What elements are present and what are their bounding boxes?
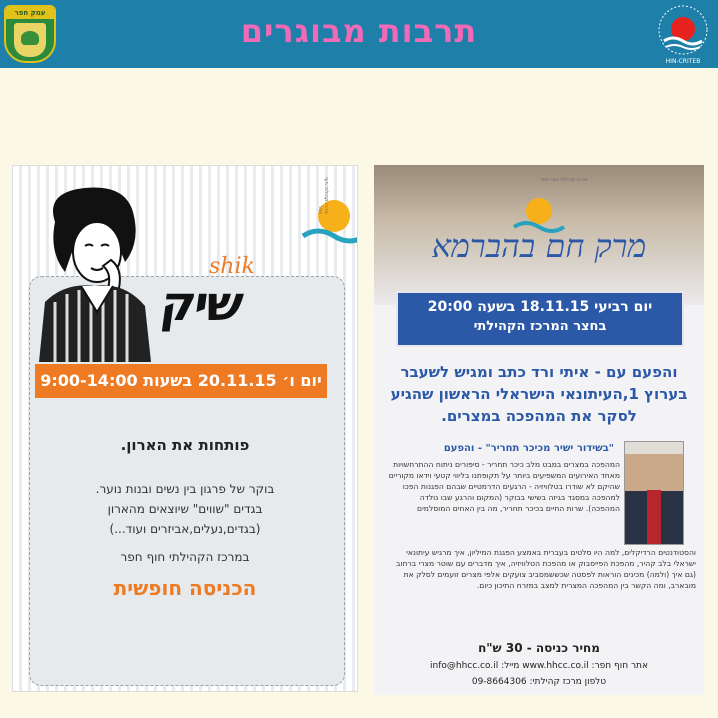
entry-price: מחיר כניסה - 30 ש"ח bbox=[478, 641, 600, 655]
free-entry-text: הכניסה חופשית bbox=[113, 576, 257, 600]
contact-phone: טלפון מרכז קהילתי: 09-8664306 bbox=[471, 677, 607, 687]
speaker-intro: והפעם עם - איתי ורד כתב ומגיש לשעבר בערוץ 1,העיתונאי הישראלי הראשון שהגיע לסקר את המהפכה במצרים. bbox=[390, 363, 688, 425]
logo-caption: עמק חפר bbox=[6, 7, 54, 19]
lecture-description: המהפכה במצרים במבט מלב כיכר תחריר - סיפורים ניתוח ההתרחשויות מאחד האירועים המשפיעים ביותר על תקופתנו בליווי קטעי וידאו מקוריים שהיקם לא שודרו בטלוויזיה - הרגעים הדרמטיים שבהם הפגנות הפכו למהפכה במסגד בגיזה בשישי בבוקר (המקום והרגע שבו נולדה המהפכה). שרות החיים בכיכר תחריר, מה בין האחים המוסלמים bbox=[388, 460, 620, 513]
contact-site[interactable]: אתר חוף חפר: www.hhcc.co.il מייל: info@hhcc.co.il bbox=[430, 661, 648, 671]
speaker-photo bbox=[624, 441, 684, 545]
page-title: תרבות מבוגרים bbox=[240, 12, 478, 50]
shik-latin-title: shik bbox=[209, 254, 255, 279]
poster-title: מרק חם בהברמא bbox=[431, 227, 647, 265]
date-venue-box bbox=[396, 291, 684, 347]
logo-caption: HIN-CRITEB bbox=[665, 58, 701, 65]
lecture-title: "בשידור ישיר מכיכר תחריר" - והפעם bbox=[443, 443, 614, 454]
date-time-band: יום ו׳ 20.11.15 בשעות 9:00-14:00 bbox=[35, 364, 327, 398]
sun-waves-icon bbox=[301, 196, 358, 248]
retro-woman-illustration bbox=[25, 182, 155, 362]
vertical-org-text: מרכז קהילתי חוף חפר bbox=[540, 177, 588, 183]
venue-line: בחצר המרכז הקהילתי bbox=[473, 319, 607, 334]
header-bar bbox=[0, 0, 718, 68]
event-line: בגדים "שווים" שיוצאים מהארון bbox=[107, 502, 263, 516]
vertical-org-text: מרכז קהילתי חוף חפר bbox=[317, 177, 329, 214]
community-center-logo[interactable] bbox=[652, 3, 714, 65]
shik-hebrew-title: שיק bbox=[157, 276, 245, 332]
event-headline: פותחות את הארון. bbox=[120, 436, 250, 454]
event-venue: במרכז הקהילתי חוף חפר bbox=[120, 550, 250, 564]
event-line: (בגדים,נעלים,אביזרים ועוד...) bbox=[109, 522, 261, 536]
event-line: בוקר של פרגון בין נשים ובנות נוער. bbox=[95, 482, 275, 496]
lecture-description-cont: והסטודנטים הרדיקלים, למה היו סלטים בעברית באמצע הפגנת המיליון, איך מרגיש עיתונאי ישראלי בלב קהיר, מהפכת הפייסבוק או מהפכת הטלוויזיה, איך מדברים עם שוטר מצרי ברחוב (גם איך (ולמה) מכינים הוראות לפסטה שכששמסביב צועקים אלפי מצרים זועמים לסלק את מובארב, ומה הקשר בין המהפכה המצרית למצב במזרח התיכון כיום. bbox=[396, 548, 696, 590]
shik-event-poster[interactable] bbox=[12, 165, 358, 692]
sun-waves-icon bbox=[652, 3, 714, 57]
lecture-event-poster[interactable] bbox=[374, 165, 704, 695]
date-line: יום רביעי 18.11.15 בשעה 20:00 bbox=[427, 299, 653, 315]
